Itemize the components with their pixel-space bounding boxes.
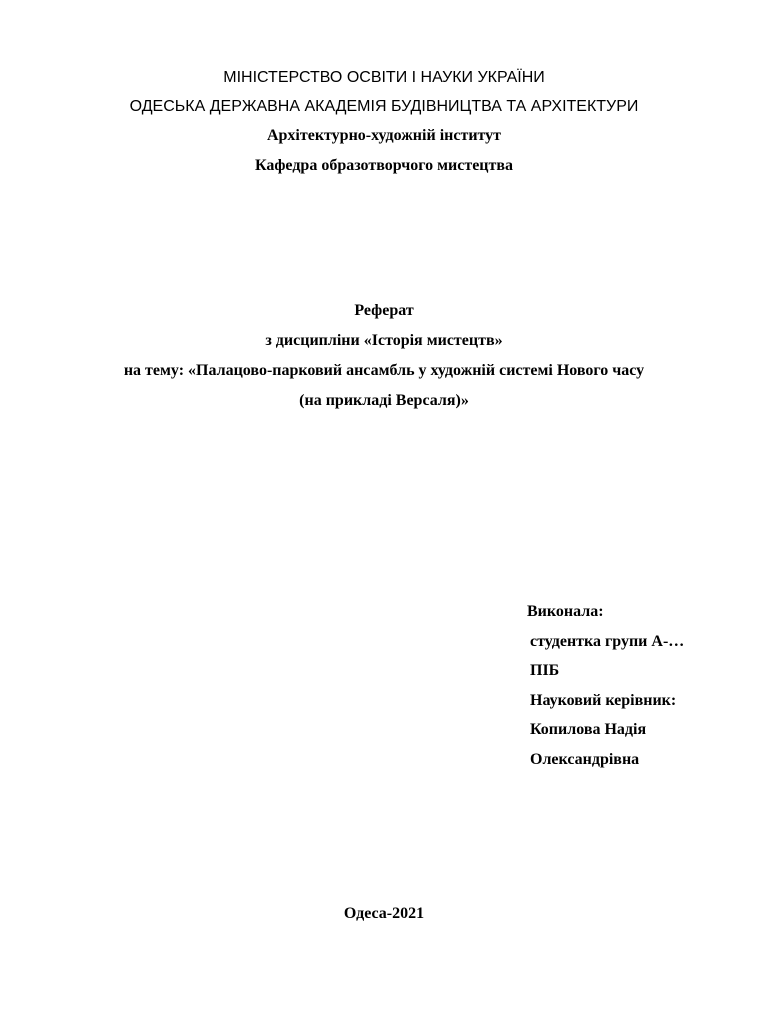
topic-line-1: на тему: «Палацово-парковий ансамбль у художній системі Нового часу — [123, 362, 645, 379]
done-by-label: Виконала: — [527, 603, 604, 620]
discipline-line: з дисципліни «Історія мистецтв» — [265, 332, 503, 349]
academy-heading: ОДЕСЬКА ДЕРЖАВНА АКАДЕМІЯ БУДІВНИЦТВА ТА АРХІТЕКТУРИ — [129, 98, 639, 115]
institute-heading: Архітектурно-художній інститут — [266, 127, 502, 144]
document-type: Реферат — [354, 302, 414, 319]
topic-line-2: (на прикладі Версаля)» — [299, 392, 469, 409]
student-group: студентка групи А-… — [530, 633, 685, 650]
department-heading: Кафедра образотворчого мистецтва — [254, 157, 514, 174]
supervisor-name-line-2: Олександрівна — [530, 751, 640, 768]
supervisor-label: Науковий керівник: — [530, 692, 677, 709]
city-year: Одеса-2021 — [343, 905, 425, 922]
student-name: ПІБ — [530, 662, 560, 679]
supervisor-name-line-1: Копилова Надія — [530, 721, 647, 738]
ministry-heading: МІНІСТЕРСТВО ОСВІТИ І НАУКИ УКРАЇНИ — [223, 69, 545, 86]
